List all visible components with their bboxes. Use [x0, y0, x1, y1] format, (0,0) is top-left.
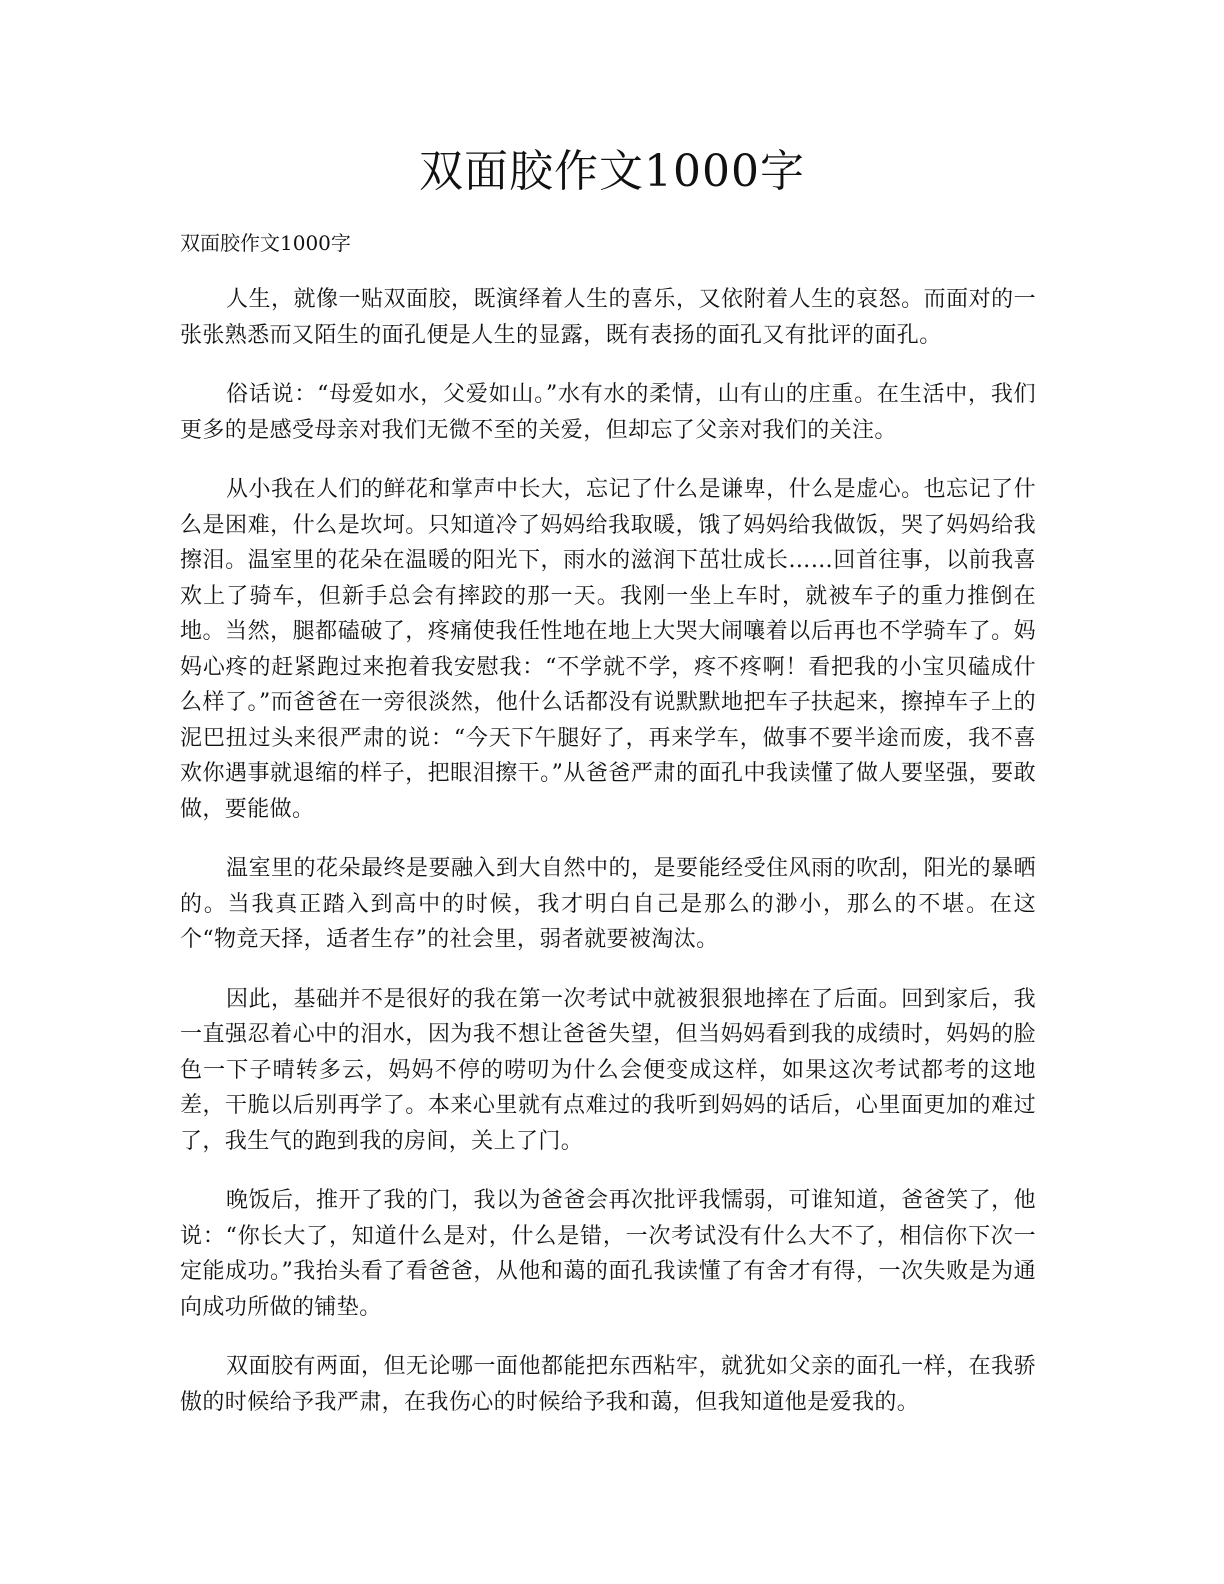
paragraph: 晚饭后，推开了我的门，我以为爸爸会再次批评我懦弱，可谁知道，爸爸笑了，他说：“你长大了，知道什么是对，什么是错，一次考试没有什么大不了，相信你下次一定能成功。”我抬头看了看爸爸，从他和蔼的面孔我读懂了有舍才有得，一次失败是为通向成功所做的铺垫。 — [180, 1188, 1036, 1320]
paragraph: 俗话说：“母爱如水，父爱如山。”水有水的柔情，山有山的庄重。在生活中，我们更多的是感受母亲对我们无微不至的关爱，但却忘了父亲对我们的关注。 — [180, 382, 1036, 443]
paragraph: 温室里的花朵最终是要融入到大自然中的，是要能经受住风雨的吹刮，阳光的暴晒的。当我真正踏入到高中的时候，我才明白自己是那么的渺小，那么的不堪。在这个“物竞天择，适者生存”的社会里，弱者就要被淘汰。 — [180, 856, 1036, 952]
document-body — [180, 282, 1036, 1444]
document-title: 双面胶作文1000字 — [419, 146, 805, 197]
paragraph: 因此，基础并不是很好的我在第一次考试中就被狠狠地摔在了后面。回到家后，我一直强忍着心中的泪水，因为我不想让爸爸失望，但当妈妈看到我的成绩时，妈妈的脸色一下子晴转多云，妈妈不停的唠叨为什么会便变成这样，如果这次考试都考的这地差，干脆以后别再学了。本来心里就有点难过的我听到妈妈的话后，心里面更加的难过了，我生气的跑到我的房间，关上了门。 — [180, 986, 1036, 1154]
document-subtitle: 双面胶作文1000字 — [180, 231, 351, 255]
paragraph: 双面胶有两面，但无论哪一面他都能把东西粘牢，就犹如父亲的面孔一样，在我骄傲的时候给予我严肃，在我伤心的时候给予我和蔼，但我知道他是爱我的。 — [180, 1354, 1036, 1415]
paragraph: 从小我在人们的鲜花和掌声中长大，忘记了什么是谦卑，什么是虚心。也忘记了什么是困难，什么是坎坷。只知道冷了妈妈给我取暖，饿了妈妈给我做饭，哭了妈妈给我擦泪。温室里的花朵在温暖的阳光下，雨水的滋润下茁壮成长……回首往事，以前我喜欢上了骑车，但新手总会有摔跤的那一天。我刚一坐上车时，就被车子的重力推倒在地。当然，腿都磕破了，疼痛使我任性地在地上大哭大闹嚷着以后再也不学骑车了。妈妈心疼的赶紧跑过来抱着我安慰我：“不学就不学，疼不疼啊！看把我的小宝贝磕成什么样了。”而爸爸在一旁很淡然，他什么话都没有说默默地把车子扶起来，擦掉车子上的泥巴扭过头来很严肃的说：“今天下午腿好了，再来学车，做事不要半途而废，我不喜欢你遇事就退缩的样子，把眼泪擦干。”从爸爸严肃的面孔中我读懂了做人要坚强，要敢做，要能做。 — [180, 477, 1036, 822]
paragraph: 人生，就像一贴双面胶，既演绎着人生的喜乐，又依附着人生的哀怒。而面对的一张张熟悉而又陌生的面孔便是人生的显露，既有表扬的面孔又有批评的面孔。 — [180, 287, 1036, 348]
